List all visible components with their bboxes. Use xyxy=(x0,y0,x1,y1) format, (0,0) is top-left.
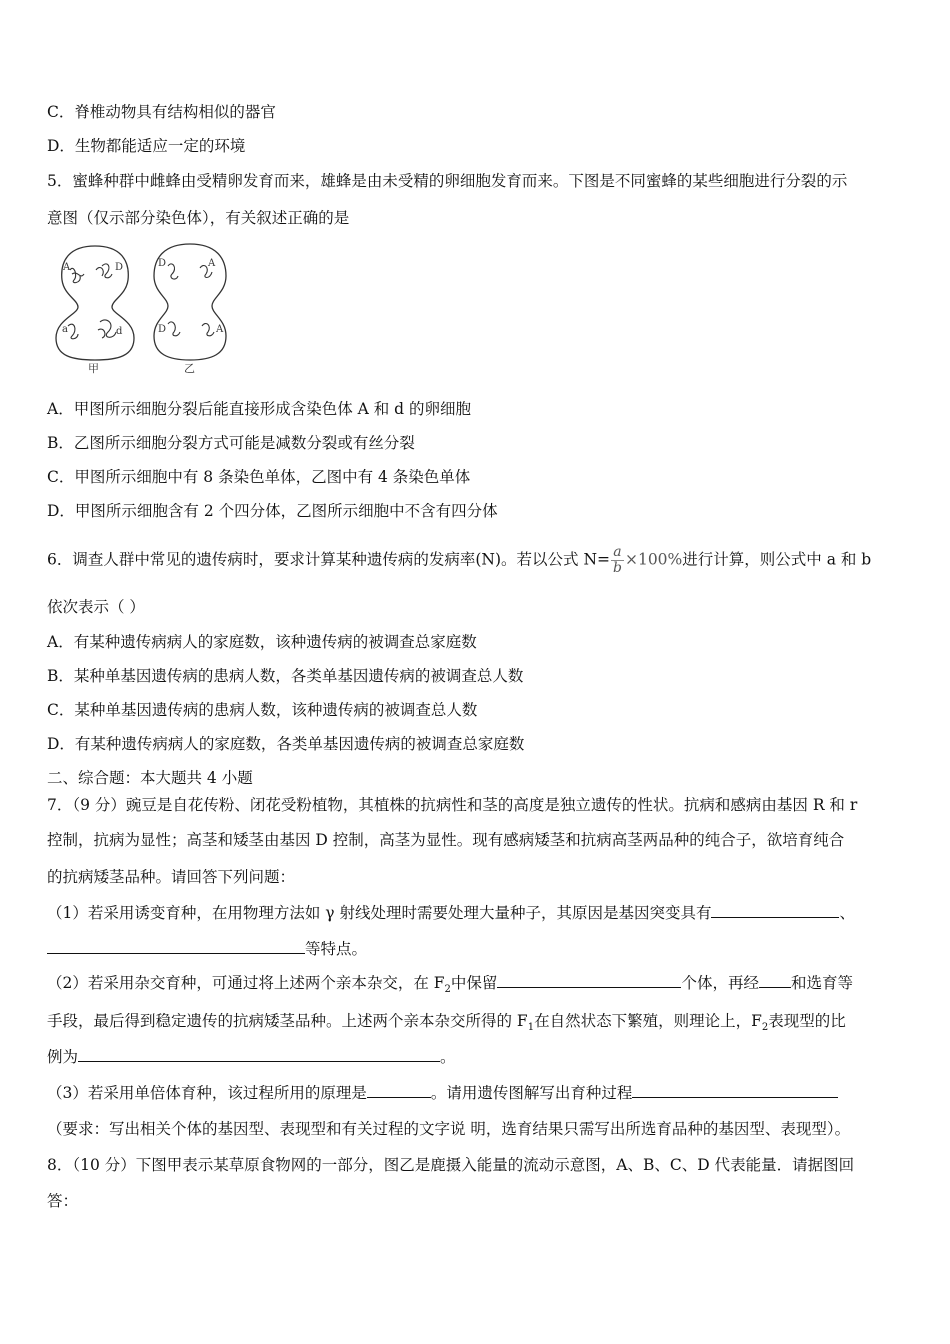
q8-stem-line1: 8．（10 分）下图甲表示某草原食物网的一部分，图乙是鹿摄入能量的流动示意图，A、B、C、D 代表能量．请据图回 xyxy=(47,1156,855,1174)
jia-letter-D: D xyxy=(115,262,124,273)
yi-letter-A-bottom: A xyxy=(216,324,224,335)
cell-division-figure xyxy=(50,240,240,375)
q7-part2-line1: （2）若采用杂交育种，可通过将上述两个亲本杂交，在 $F_2$中保留 个体，再经 和选育等 xyxy=(47,974,853,996)
q7-part2-line3: 例为 。 xyxy=(47,1048,456,1066)
jia-letter-A: A xyxy=(63,262,71,273)
jia-label: 甲 xyxy=(88,362,99,375)
q6-option-c: C．某种单基因遗传病的患病人数，该种遗传病的被调查总人数 xyxy=(47,701,478,719)
q5-stem-line1: 5．蜜蜂种群中雌蜂由受精卵发育而来，雄蜂是由未受精的卵细胞发育而来。下图是不同蜜蜂的某些细胞进行分裂的示 xyxy=(47,172,848,190)
q7-part1-line2: 等特点。 xyxy=(47,939,367,959)
yi-letter-D-top: D xyxy=(158,258,167,269)
q4-option-d: D．生物都能适应一定的环境 xyxy=(47,137,246,155)
q7-stem-line3: 的抗病矮茎品种。请回答下列问题： xyxy=(47,868,296,886)
answer-blank[interactable] xyxy=(711,903,839,918)
q6-option-b: B．某种单基因遗传病的患病人数，各类单基因遗传病的被调查总人数 xyxy=(47,667,524,685)
answer-blank[interactable] xyxy=(497,973,681,988)
q5-option-d: D．甲图所示细胞含有 2 个四分体，乙图所示细胞中不含有四分体 xyxy=(47,502,498,520)
answer-blank[interactable] xyxy=(367,1083,431,1098)
yi-letter-A-top: A xyxy=(208,258,216,269)
jia-letter-a: a xyxy=(62,324,68,335)
answer-blank[interactable] xyxy=(78,1047,440,1062)
q5-option-b: B．乙图所示细胞分裂方式可能是减数分裂或有丝分裂 xyxy=(47,434,415,452)
q7-part3-line2: （要求：写出相关个体的基因型、表现型和有关过程的文字说 明，选育结果只需写出所选育品种的基因型、表现型）。 xyxy=(47,1120,851,1138)
answer-blank[interactable] xyxy=(759,973,791,988)
q7-stem-line2: 控制，抗病为显性；高茎和矮茎由基因 D 控制，高茎为显性。现有感病矮茎和抗病高茎两品种的纯合子，欲培育纯合 xyxy=(47,831,845,849)
q7-stem-line1: 7．（9 分）豌豆是自花传粉、闭花受粉植物，其植株的抗病性和茎的高度是独立遗传的性状。抗病和感病由基因 R 和 r xyxy=(47,796,858,814)
q6-option-a: A．有某种遗传病病人的家庭数，该种遗传病的被调查总家庭数 xyxy=(47,633,477,651)
q7-part2-line2: 手段，最后得到稳定遗传的抗病矮茎品种。上述两个亲本杂交所得的 $F_1$在自然状态下繁殖，则理论上，$F_2$表现型的比 xyxy=(47,1012,846,1034)
yi-letter-D-bottom: D xyxy=(158,324,167,335)
q7-part3-line1: （3）若采用单倍体育种，该过程所用的原理是 。请用遗传图解写出育种过程 xyxy=(47,1083,838,1103)
q8-stem-line2: 答： xyxy=(47,1192,79,1210)
q4-option-c: C．脊椎动物具有结构相似的器官 xyxy=(47,103,276,121)
q7-part1-line1: （1）若采用诱变育种，在用物理方法如 γ 射线处理时需要处理大量种子，其原因是基因突变具有 、 xyxy=(47,904,855,922)
cell-yi xyxy=(154,244,226,375)
answer-blank[interactable] xyxy=(632,1083,838,1098)
q5-option-c: C．甲图所示细胞中有 8 条染色单体，乙图中有 4 条染色单体 xyxy=(47,468,471,486)
q5-stem-line2: 意图（仅示部分染色体），有关叙述正确的是 xyxy=(47,209,350,227)
q6-stem-line2: 依次表示（ ） xyxy=(47,598,145,616)
jia-letter-d: d xyxy=(116,326,123,337)
cell-jia xyxy=(56,246,134,375)
q5-option-a: A．甲图所示细胞分裂后能直接形成含染色体 A 和 d 的卵细胞 xyxy=(47,400,472,418)
section-heading: 二、综合题：本大题共 4 小题 xyxy=(47,769,253,787)
yi-label: 乙 xyxy=(184,362,195,375)
q6-stem-line1: 6．调查人群中常见的遗传病时，要求计算某种遗传病的发病率(N)。若以公式 N= $\frac{a}{b}$ ×100%进行计算，则公式中 a 和 b xyxy=(47,544,872,576)
formula-fraction: $\frac{a}{b}$ xyxy=(613,544,622,576)
answer-blank[interactable] xyxy=(47,939,305,954)
q6-option-d: D．有某种遗传病病人的家庭数，各类单基因遗传病的被调查总家庭数 xyxy=(47,735,525,753)
